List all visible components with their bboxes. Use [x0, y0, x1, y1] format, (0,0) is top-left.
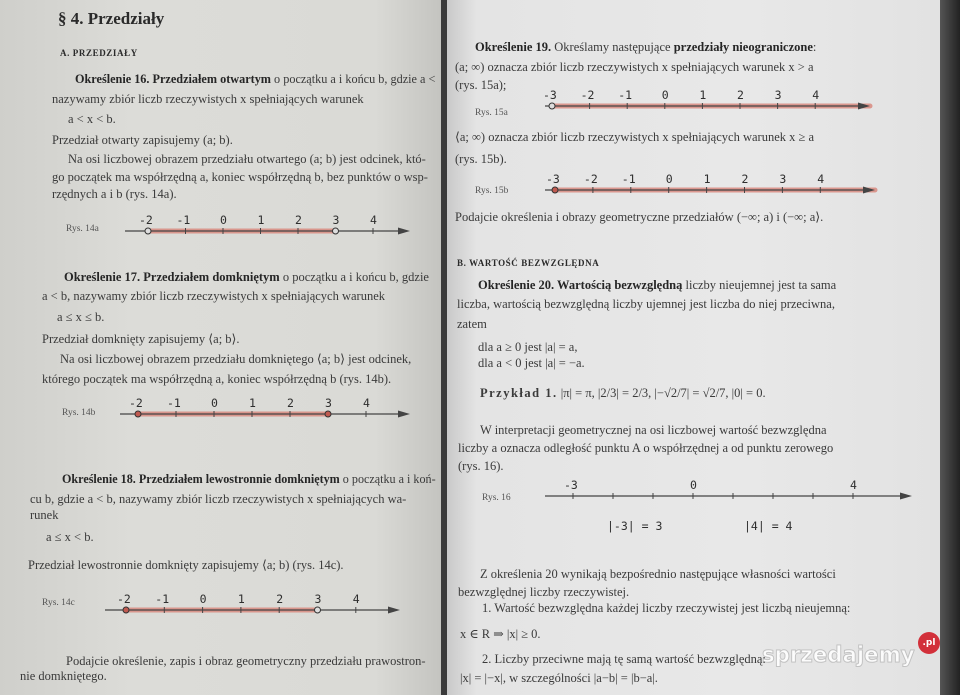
text-line — [457, 297, 835, 311]
text-line — [482, 652, 766, 666]
text-span: którego początek ma współrzędną a, koniec współrzędną b (rys. 14b). — [42, 372, 392, 386]
text-span: o początku a i koń- — [339, 472, 436, 486]
bold-term: Określenie 17. Przedziałem domkniętym — [64, 270, 280, 284]
tick-label: 3 — [332, 213, 340, 227]
text-line — [455, 130, 814, 144]
figure-label: Rys. 14b — [62, 408, 96, 418]
text-span: rzędnych a i b (rys. 14a). — [52, 187, 177, 201]
tick-label: 2 — [741, 172, 749, 186]
text-line — [455, 210, 823, 224]
axis-arrow-icon — [388, 607, 400, 614]
open-endpoint — [549, 103, 555, 109]
tick-label: 0 — [661, 88, 669, 102]
tick-label: -1 — [621, 172, 636, 186]
absolute-value-annotation: |4| = 4 — [744, 519, 793, 533]
tick-label: 4 — [370, 213, 377, 227]
tick-label: 0 — [665, 172, 673, 186]
text-line — [52, 187, 177, 201]
absolute-value-annotation: |-3| = 3 — [607, 519, 663, 533]
text-span: Przykład 1. — [480, 386, 558, 400]
text-span: o początku a i końcu b, gdzie a < — [270, 72, 436, 86]
text-span: Podajcie określenia i obrazy geometryczne przedziałów (−∞; a) i (−∞; a⟩. — [455, 210, 824, 224]
text-line — [455, 152, 507, 166]
text-span: Przedział lewostronnie domknięty zapisujemy ⟨a; b) (rys. 14c). — [28, 558, 344, 572]
text-span: Przedział otwarty zapisujemy (a; b). — [52, 133, 233, 147]
text-span: nie domkniętego. — [20, 669, 107, 683]
section-heading — [457, 256, 599, 270]
text-span: o początku a i końcu b, gdzie — [279, 270, 429, 284]
tick-label: 4 — [817, 172, 825, 186]
text-span: (rys. 15b). — [455, 152, 507, 166]
figure-label: Rys. 15b — [475, 186, 509, 196]
text-line — [480, 423, 827, 437]
text-line — [460, 671, 658, 685]
text-span: Na osi liczbowej obrazem przedziału otwartego (a; b) jest odcinek, któ- — [68, 152, 426, 166]
tick-label: 3 — [314, 592, 322, 606]
page-title — [58, 9, 165, 28]
tick-label: 2 — [295, 213, 302, 227]
text-span: : — [812, 40, 817, 54]
text-line — [478, 356, 585, 370]
text-line — [30, 508, 58, 522]
tick-label: 3 — [774, 88, 782, 102]
tick-label: 0 — [211, 396, 218, 410]
tick-label: -2 — [117, 592, 131, 606]
text-line — [458, 459, 503, 473]
text-span: a < b, nazywamy zbiór liczb rzeczywistych x spełniających warunek — [42, 289, 386, 303]
tick-label: 3 — [325, 396, 332, 410]
text-span: W interpretacji geometrycznej na osi liczbowej wartość bezwzględna — [480, 423, 827, 437]
text-line — [66, 654, 426, 668]
text-line — [478, 340, 577, 354]
text-line — [46, 530, 94, 544]
tick-label: 4 — [850, 478, 857, 492]
tick-label: -3 — [546, 172, 560, 186]
text-span: zatem — [457, 317, 487, 331]
text-line — [30, 492, 406, 506]
tick-label: 1 — [257, 213, 265, 227]
text-span: |π| = π, |2/3| = 2/3, |−√2/7| = √2/7, |0| = 0. — [557, 386, 766, 400]
text-line — [52, 170, 428, 184]
text-span: Przedział domknięty zapisujemy ⟨a; b⟩. — [42, 332, 240, 346]
text-line — [42, 289, 385, 303]
tick-label: 3 — [779, 172, 787, 186]
tick-label: 1 — [237, 592, 245, 606]
text-span: nazywamy zbiór liczb rzeczywistych x spełniających warunek — [52, 92, 364, 106]
axis-arrow-icon — [398, 228, 410, 235]
tick-label: -1 — [618, 88, 633, 102]
text-line — [455, 78, 506, 92]
open-endpoint — [315, 607, 321, 613]
text-span: liczby a oznacza odległość punktu A o współrzędnej a od punktu zerowego — [458, 441, 834, 455]
text-line — [480, 567, 836, 581]
open-endpoint — [145, 228, 151, 234]
text-line — [68, 112, 116, 126]
tick-label: 2 — [737, 88, 744, 102]
tick-label: 0 — [220, 213, 227, 227]
text-line — [60, 352, 411, 366]
text-span: cu b, gdzie a < b, nazywamy zbiór liczb rzeczywistych x spełniających wa- — [30, 492, 407, 506]
watermark-badge: .pl — [918, 632, 940, 654]
text-span: |x| = |−x|, w szczególności |a−b| = |b−a|. — [460, 671, 658, 685]
text-span: x ∈ R ⇒ |x| ≥ 0. — [460, 627, 541, 641]
text-span: runek — [30, 508, 59, 522]
text-line — [482, 601, 850, 615]
text-span: (rys. 15a); — [455, 78, 507, 92]
text-line — [75, 72, 435, 86]
axis-arrow-icon — [398, 411, 410, 418]
text-span: liczby nieujemnej jest ta sama — [682, 278, 837, 292]
text-line — [42, 372, 391, 386]
tick-label: 4 — [812, 88, 820, 102]
text-line — [42, 332, 240, 346]
tick-label: 1 — [249, 396, 256, 410]
text-span: bezwzględnej liczby rzeczywistej. — [458, 585, 630, 599]
text-span: Podajcie określenie, zapis i obraz geometryczny przedziału prawostron- — [66, 654, 426, 668]
text-line — [458, 441, 833, 455]
tick-label: -1 — [155, 592, 170, 606]
text-span: 1. Wartość bezwzględna każdej liczby rzeczywistej jest liczbą nieujemną: — [482, 601, 851, 615]
tick-label: -2 — [580, 88, 595, 102]
text-span: B. WARTOŚĆ BEZWZGLĘDNA — [457, 258, 600, 268]
text-line — [20, 669, 107, 683]
figure-label: Rys. 15a — [475, 108, 508, 118]
tick-label: -2 — [129, 396, 143, 410]
text-span: A. PRZEDZIAŁY — [60, 48, 138, 58]
text-span: Określamy następujące — [551, 40, 674, 54]
figure-label: Rys. 16 — [482, 493, 511, 503]
text-line — [460, 627, 541, 641]
watermark-logo: sprzedajemy — [762, 643, 915, 668]
tick-label: 0 — [690, 478, 697, 492]
tick-label: 4 — [363, 396, 370, 410]
tick-label: -1 — [167, 396, 181, 410]
text-span: a < x < b. — [68, 112, 116, 126]
text-line — [52, 92, 364, 106]
tick-label: -2 — [139, 213, 153, 227]
axis-arrow-icon — [900, 493, 912, 500]
text-span: liczba, wartością bezwzględną liczby ujemnej jest liczba do niej przeciwna, — [457, 297, 835, 311]
bold-term: Określenie 16. Przedziałem otwartym — [75, 72, 271, 86]
closed-endpoint — [325, 411, 331, 417]
text-span: § 4. Przedziały — [58, 9, 165, 28]
text-line — [458, 585, 629, 599]
text-line — [478, 278, 836, 292]
section-heading — [60, 46, 138, 60]
tick-label: 2 — [276, 592, 284, 606]
text-span: (rys. 16). — [458, 459, 504, 473]
closed-endpoint — [135, 411, 141, 417]
text-line — [28, 558, 344, 572]
tick-label: -1 — [176, 213, 191, 227]
text-span: dla a < 0 jest |a| = −a. — [478, 356, 585, 370]
text-line — [57, 310, 104, 324]
bold-term: przedziały nieograniczone — [673, 40, 813, 54]
text-line — [68, 152, 426, 166]
closed-endpoint — [552, 187, 558, 193]
tick-label: -2 — [583, 172, 598, 186]
bold-term: Określenie 20. Wartością bezwzględną — [478, 278, 683, 292]
text-span: go początek ma współrzędną a, koniec współrzędną b, bez punktów o wsp- — [52, 170, 428, 184]
bold-term: Określenie 19. — [475, 40, 552, 54]
text-span: a ≤ x ≤ b. — [57, 310, 105, 324]
closed-endpoint — [123, 607, 129, 613]
open-endpoint — [333, 228, 339, 234]
tick-label: 4 — [352, 592, 360, 606]
tick-label: -3 — [564, 478, 578, 492]
text-line — [475, 40, 816, 54]
text-line — [62, 472, 436, 486]
text-line — [52, 133, 233, 147]
text-line — [457, 317, 487, 331]
text-line — [455, 60, 814, 74]
figure-label: Rys. 14a — [66, 224, 99, 234]
text-span: a ≤ x < b. — [46, 530, 94, 544]
bold-term: Określenie 18. Przedziałem lewostronnie domkniętym — [62, 472, 340, 486]
tick-label: 1 — [703, 172, 711, 186]
text-line — [64, 270, 429, 284]
tick-label: 1 — [699, 88, 707, 102]
text-span: Na osi liczbowej obrazem przedziału domkniętego ⟨a; b⟩ jest odcinek, — [60, 352, 412, 366]
text-span: 2. Liczby przeciwne mają tę samą wartość bezwzględną: — [482, 652, 766, 666]
text-line — [480, 386, 766, 400]
text-span: ⟨a; ∞) oznacza zbiór liczb rzeczywistych x spełniających warunek x ≥ a — [455, 130, 815, 144]
figure-label: Rys. 14c — [42, 598, 75, 608]
text-span: dla a ≥ 0 jest |a| = a, — [478, 340, 578, 354]
tick-label: 0 — [199, 592, 207, 606]
tick-label: 2 — [287, 396, 294, 410]
tick-label: -3 — [543, 88, 557, 102]
text-span: (a; ∞) oznacza zbiór liczb rzeczywistych x spełniających warunek x > a — [455, 60, 814, 74]
text-span: Z określenia 20 wynikają bezpośrednio następujące własności wartości — [480, 567, 836, 581]
